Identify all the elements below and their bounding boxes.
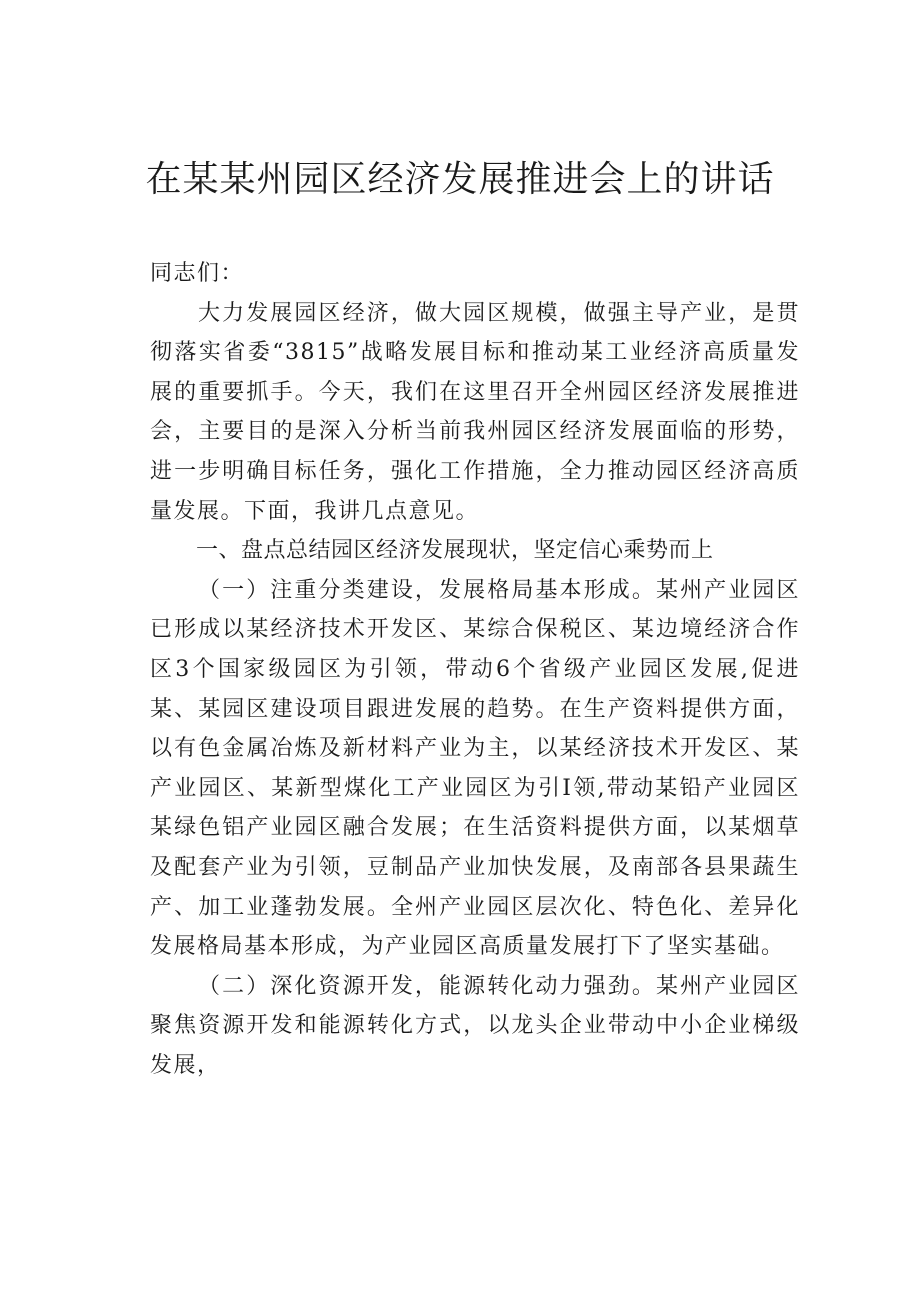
paragraph-2: （二）深化资源开发，能源转化动力强劲。某州产业园区聚焦资源开发和能源转化方式，以龙头企业带动中小企业梯级发展， xyxy=(150,973,800,1078)
section-heading-1: 一、盘点总结园区经济发展现状，坚定信心乘势而上 xyxy=(196,538,714,564)
salutation: 同志们： xyxy=(150,261,245,286)
document-title: 在某某州园区经济发展推进会上的讲话 xyxy=(145,159,775,200)
paragraph-1: （一）注重分类建设，发展格局基本形成。某州产业园区已形成以某经济技术开发区、某综合保税区、某边境经济合作区3个国家级园区为引领，带动6个省级产业园区发展,促进某、某园区建设项目跟进发展的趋势。在生产资料提供方面，以有色金属冶炼及新材料产业为主，以某经济技术开发区、某产业园区、某新型煤化工产业园区为引I领,带动某铅产业园区某绿色铝产业园区融合发展；在生活资料提供方面，以某烟草及配套产业为引领，豆制品产业加快发展，及南部各县果蔬生产、加工业蓬勃发展。全州产业园区层次化、特色化、差异化发展格局基本形成，为产业园区高质量发展打下了坚实基础。 xyxy=(150,577,800,960)
intro-paragraph: 大力发展园区经济，做大园区规模，做强主导产业，是贯彻落实省委“3815”战略发展目标和推动某工业经济高质量发展的重要抓手。今天，我们在这里召开全州园区经济发展推进会，主要目的是深入分析当前我州园区经济发展面临的形势，进一步明确目标任务，强化工作措施，全力推动园区经济高质量发展。下面，我讲几点意见。 xyxy=(150,300,800,524)
document-body xyxy=(150,254,800,1085)
